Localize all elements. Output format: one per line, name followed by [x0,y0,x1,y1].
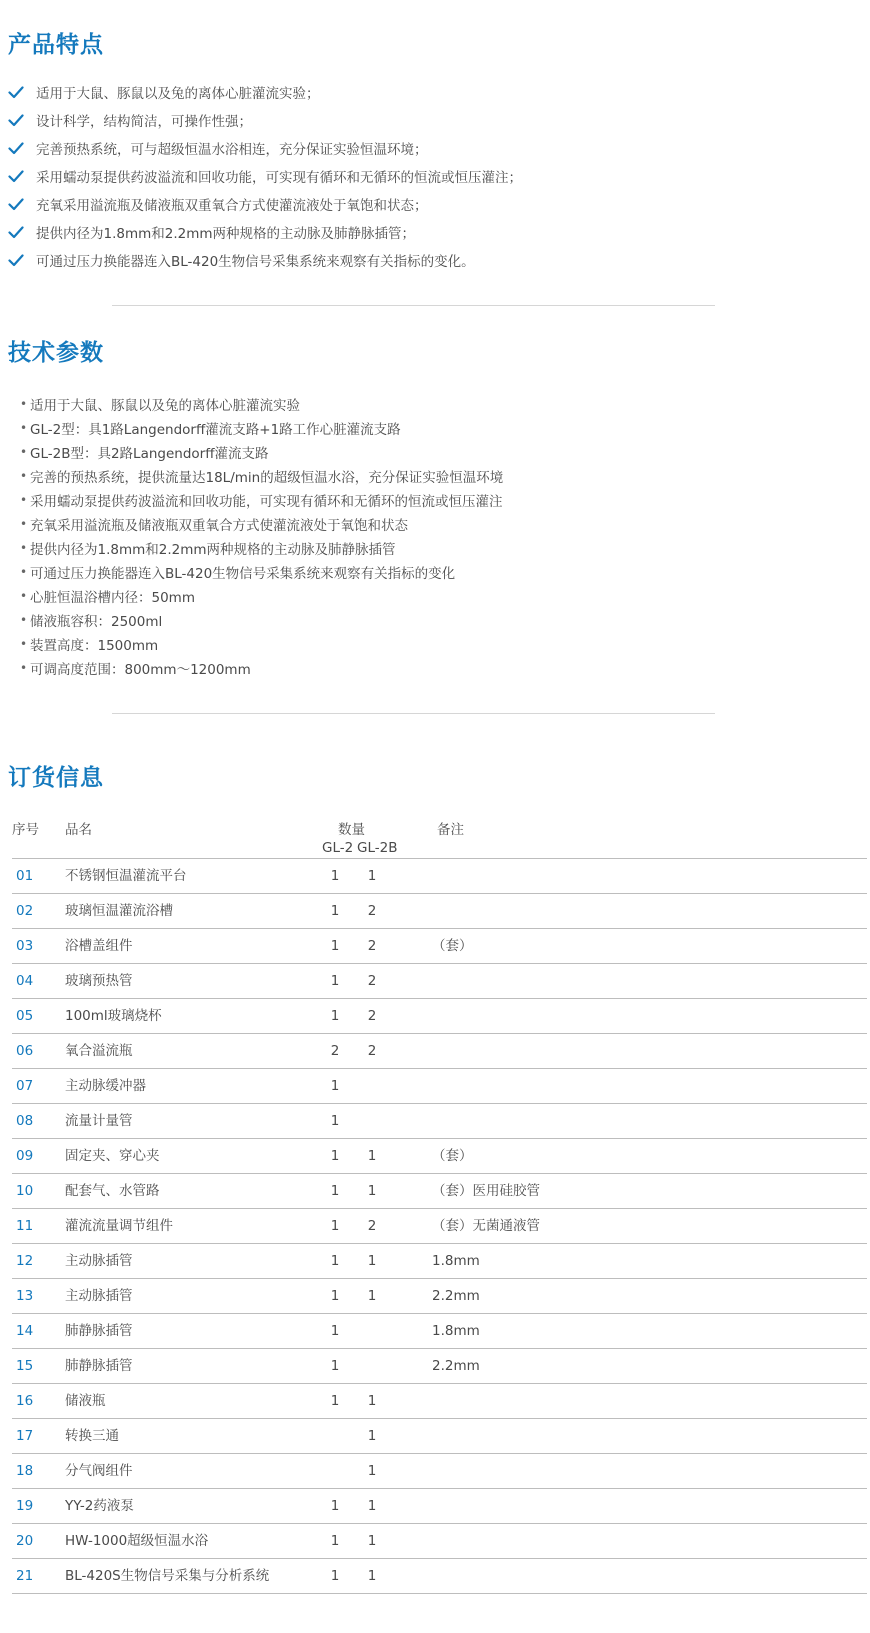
header-qty: 数量 [338,822,365,838]
feature-text: 完善预热系统，可与超级恒温水浴相连，充分保证实验恒温环境； [36,142,428,158]
row-qty-gl2: 1 [330,1533,340,1549]
check-icon [8,140,26,156]
row-number: 09 [16,1148,34,1164]
check-icon [8,84,26,100]
row-number: 12 [16,1253,34,1269]
row-note: （套）无菌通液管 [432,1218,540,1234]
row-note: 2.2mm [432,1358,480,1374]
feature-text: 采用蠕动泵提供药波溢流和回收功能，可实现有循环和无循环的恒流或恒压灌注； [36,170,522,186]
param-text: 采用蠕动泵提供药波溢流和回收功能，可实现有循环和无循环的恒流或恒压灌注 [30,494,503,510]
table-row [12,1069,867,1104]
feature-item [8,162,522,190]
table-row [12,1349,867,1384]
feature-text: 设计科学，结构简洁，可操作性强； [36,114,252,130]
param-item [20,392,503,416]
param-item [20,512,503,536]
row-qty-gl2: 1 [330,1078,340,1094]
param-text: 提供内径为1.8mm和2.2mm两种规格的主动脉及肺静脉插管 [30,542,396,558]
params-list [20,392,503,680]
check-icon [8,224,26,240]
row-qty-gl2b: 1 [367,1463,377,1479]
row-qty-gl2: 1 [330,973,340,989]
check-icon [8,252,26,268]
row-qty-gl2b [365,1314,379,1348]
table-row [12,1209,867,1244]
row-qty-gl2b: 1 [367,1183,377,1199]
header-qty-gl2b: GL-2B [357,840,398,856]
row-qty-gl2b: 1 [367,1148,377,1164]
header-note: 备注 [437,822,464,838]
param-text: 装置高度：1500mm [30,638,159,654]
row-note: 2.2mm [432,1288,480,1304]
row-number: 08 [16,1113,34,1129]
param-text: GL-2型：具1路Langendorff灌流支路+1路工作心脏灌流支路 [30,422,401,438]
table-row [12,1419,867,1454]
row-qty-gl2b: 1 [367,1253,377,1269]
row-name: 不锈钢恒温灌流平台 [65,868,187,884]
row-name: 氧合溢流瓶 [65,1043,133,1059]
feature-item [8,246,522,274]
feature-item [8,218,522,246]
row-name: 主动脉插管 [65,1288,133,1304]
table-row [12,1244,867,1279]
row-qty-gl2: 1 [330,868,340,884]
param-item [20,608,503,632]
row-qty-gl2 [328,1419,342,1453]
param-item [20,464,503,488]
row-qty-gl2b: 2 [367,1008,377,1024]
param-text: 储液瓶容积：2500ml [30,614,163,630]
params-title: 技术参数 [8,340,104,366]
row-note: （套） [432,938,473,954]
row-number: 13 [16,1288,34,1304]
bullet-icon: • [20,637,28,651]
row-number: 18 [16,1463,34,1479]
row-name: 固定夹、穿心夹 [65,1148,160,1164]
row-qty-gl2b: 2 [367,973,377,989]
header-qty-gl2: GL-2 [322,840,354,856]
row-note: （套）医用硅胶管 [432,1183,540,1199]
table-row [12,859,867,894]
row-number: 17 [16,1428,34,1444]
feature-text: 可通过压力换能器连入BL-420生物信号采集系统来观察有关指标的变化。 [36,254,475,270]
row-qty-gl2: 1 [330,1218,340,1234]
param-text: GL-2B型：具2路Langendorff灌流支路 [30,446,269,462]
param-item [20,632,503,656]
row-name: BL-420S生物信号采集与分析系统 [65,1568,270,1584]
check-icon [8,196,26,212]
bullet-icon: • [20,517,28,531]
row-number: 21 [16,1568,34,1584]
bullet-icon: • [20,397,28,411]
divider [112,713,715,714]
row-qty-gl2: 1 [330,1288,340,1304]
row-note: 1.8mm [432,1323,480,1339]
param-text: 可调高度范围：800mm～1200mm [30,662,251,678]
row-qty-gl2: 1 [330,938,340,954]
row-qty-gl2b: 1 [367,1288,377,1304]
table-row [12,999,867,1034]
param-item [20,536,503,560]
row-name: 流量计量管 [65,1113,133,1129]
row-number: 19 [16,1498,34,1514]
row-qty-gl2: 1 [330,1358,340,1374]
row-name: 灌流流量调节组件 [65,1218,173,1234]
feature-item [8,190,522,218]
param-text: 心脏恒温浴槽内径：50mm [30,590,195,606]
header-num: 序号 [12,822,39,838]
table-row [12,1279,867,1314]
row-qty-gl2: 1 [330,1183,340,1199]
row-number: 20 [16,1533,34,1549]
table-row [12,1174,867,1209]
feature-text: 适用于大鼠、豚鼠以及兔的离体心脏灌流实验； [36,86,320,102]
feature-text: 提供内径为1.8mm和2.2mm两种规格的主动脉及肺静脉插管； [36,226,416,242]
row-name: 配套气、水管路 [65,1183,160,1199]
row-qty-gl2: 1 [330,1253,340,1269]
row-number: 06 [16,1043,34,1059]
feature-item [8,78,522,106]
row-number: 02 [16,903,34,919]
row-qty-gl2: 1 [330,903,340,919]
bullet-icon: • [20,565,28,579]
row-qty-gl2b: 1 [367,1428,377,1444]
table-row [12,1104,867,1139]
row-number: 14 [16,1323,34,1339]
row-note: 1.8mm [432,1253,480,1269]
param-item [20,656,503,680]
row-name: 玻璃恒温灌流浴槽 [65,903,173,919]
bullet-icon: • [20,445,28,459]
row-number: 04 [16,973,34,989]
table-row [12,964,867,999]
table-row [12,894,867,929]
row-name: 浴槽盖组件 [65,938,133,954]
row-qty-gl2b: 1 [367,1533,377,1549]
row-name: 转换三通 [65,1428,119,1444]
table-row [12,1139,867,1174]
row-qty-gl2: 2 [330,1043,340,1059]
row-note: （套） [432,1148,473,1164]
row-qty-gl2: 1 [330,1393,340,1409]
row-number: 10 [16,1183,34,1199]
bullet-icon: • [20,661,28,675]
param-text: 完善的预热系统，提供流量达18L/min的超级恒温水浴，充分保证实验恒温环境 [30,470,504,486]
order-title: 订货信息 [8,765,104,791]
row-number: 11 [16,1218,34,1234]
row-qty-gl2b: 1 [367,1393,377,1409]
row-number: 05 [16,1008,34,1024]
bullet-icon: • [20,421,28,435]
row-name: YY-2药液泵 [65,1498,134,1514]
param-item [20,416,503,440]
header-name: 品名 [65,822,92,838]
features-title: 产品特点 [8,32,104,58]
feature-item [8,134,522,162]
row-number: 01 [16,868,34,884]
row-number: 07 [16,1078,34,1094]
table-row [12,1314,867,1349]
features-list [8,78,522,274]
row-qty-gl2b: 2 [367,1043,377,1059]
bullet-icon: • [20,541,28,555]
row-name: 肺静脉插管 [65,1323,133,1339]
param-item [20,584,503,608]
row-name: 主动脉缓冲器 [65,1078,146,1094]
table-row [12,1034,867,1069]
table-row [12,1489,867,1524]
bullet-icon: • [20,613,28,627]
feature-text: 充氧采用溢流瓶及储液瓶双重氧合方式使灌流液处于氧饱和状态； [36,198,428,214]
row-qty-gl2: 1 [330,1568,340,1584]
row-name: 100ml玻璃烧杯 [65,1008,162,1024]
row-qty-gl2: 1 [330,1113,340,1129]
param-item [20,560,503,584]
bullet-icon: • [20,589,28,603]
feature-item [8,106,522,134]
row-name: HW-1000超级恒温水浴 [65,1533,209,1549]
bullet-icon: • [20,493,28,507]
param-text: 可通过压力换能器连入BL-420生物信号采集系统来观察有关指标的变化 [30,566,456,582]
param-text: 适用于大鼠、豚鼠以及兔的离体心脏灌流实验 [30,398,300,414]
order-table [12,859,867,1594]
row-qty-gl2b: 2 [367,938,377,954]
row-qty-gl2b [365,1069,379,1103]
order-table-header [0,816,870,856]
table-row [12,1559,867,1594]
row-qty-gl2b [365,1349,379,1383]
row-qty-gl2b: 1 [367,1498,377,1514]
row-qty-gl2b: 2 [367,1218,377,1234]
row-number: 03 [16,938,34,954]
divider [112,305,715,306]
param-item [20,440,503,464]
row-name: 储液瓶 [65,1393,106,1409]
table-row [12,1454,867,1489]
row-qty-gl2b: 1 [367,1568,377,1584]
row-qty-gl2 [328,1454,342,1488]
param-item [20,488,503,512]
row-name: 玻璃预热管 [65,973,133,989]
row-name: 主动脉插管 [65,1253,133,1269]
row-number: 15 [16,1358,34,1374]
row-qty-gl2b: 2 [367,903,377,919]
row-name: 分气阀组件 [65,1463,133,1479]
row-qty-gl2: 1 [330,1148,340,1164]
row-qty-gl2b [365,1104,379,1138]
check-icon [8,112,26,128]
table-row [12,1384,867,1419]
row-qty-gl2: 1 [330,1498,340,1514]
row-qty-gl2b: 1 [367,868,377,884]
row-name: 肺静脉插管 [65,1358,133,1374]
table-row [12,1524,867,1559]
row-qty-gl2: 1 [330,1008,340,1024]
row-number: 16 [16,1393,34,1409]
bullet-icon: • [20,469,28,483]
check-icon [8,168,26,184]
param-text: 充氧采用溢流瓶及储液瓶双重氧合方式使灌流液处于氧饱和状态 [30,518,408,534]
row-qty-gl2: 1 [330,1323,340,1339]
table-row [12,929,867,964]
